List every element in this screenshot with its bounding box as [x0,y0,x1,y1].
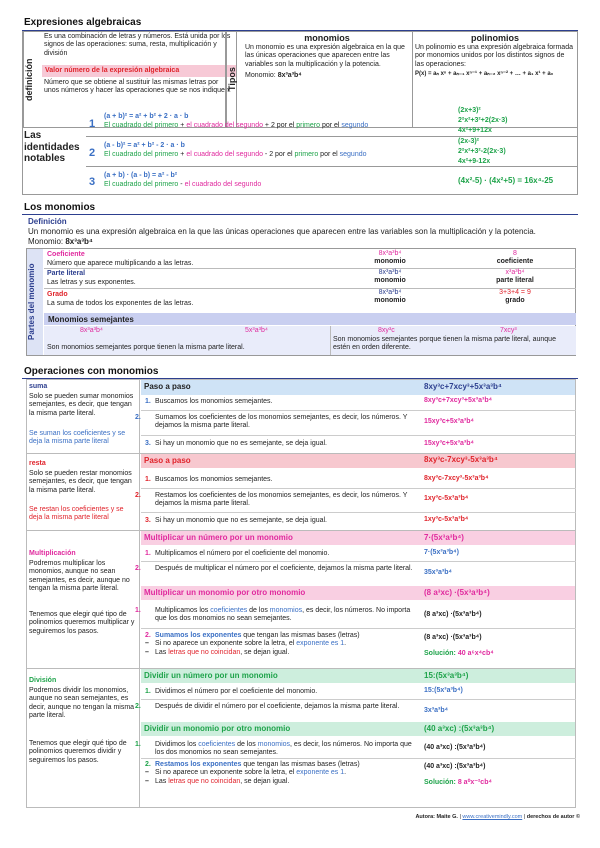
ex-caption: monomio [374,297,406,305]
mult-step1-1 [145,550,420,558]
suma-step-1 [145,398,420,406]
step-number: 3. [145,440,151,447]
identidad-1-ex3: 4x²+9+12x [458,127,492,134]
identidad-3-number: 3 [89,176,96,188]
polinomios-title: polinomios [471,33,519,43]
resta-step-3-result: 1xy³c-5x³a³b⁴ [424,516,469,523]
div-text2: Tenemos que elegir qué tipo de polinomios queremos dividir y seguiremos los pasos. [29,740,127,764]
mult-text: Podremos multiplicar los monomios, aunque no sean semejantes, es decir, aunque no tengan la misma parte literal. [29,560,130,593]
mult-bar1-label: Multiplicar un número por un monomio [144,533,293,542]
identidad-2-desc [104,151,454,159]
grado-name: Grado [47,291,68,298]
step-text: Multiplicamos los [155,607,211,614]
step-text: , se dejan igual. [240,648,290,656]
mult-step2-1 [135,607,420,624]
step-text: Restamos los coeficientes de los monomios semejantes, es decir, los números. Y dejamos la misma parte literal. [155,492,408,508]
sem-ex2: 5x³a³b⁴ [245,327,268,334]
div-step1-2 [135,703,420,711]
suma-bar-result: 8xy³c+7xcy³+5x³a³b⁴ [424,382,502,391]
suma-step-3 [145,440,420,448]
identidad-1-desc [104,122,454,130]
parte-literal-desc: Las letras y sus exponentes. [47,279,136,286]
valor-label: Valor número de la expresión algebraica [42,65,236,77]
desc-part: + [178,151,187,158]
resta-step-1-result: 8xy³c-7xcy³-5x³a³b⁴ [424,475,489,482]
monomios-example [245,72,302,80]
step-text: Dividimos los [155,741,199,748]
step-text: Buscamos los monomios semejantes. [155,398,273,405]
solution-value: 8 a⁰x⁻²cb⁴ [457,779,492,786]
div-bar1-result: 15:(5x³a³b⁴) [424,671,469,680]
div-step1-1 [145,688,420,696]
step-text: Las [155,648,169,656]
step-number: 2. [135,703,141,710]
mult-bar2-result: (8 a³xc) ·(5x³a³b⁴) [424,588,490,597]
step-text: , se dejan igual. [240,777,290,785]
page-title: Expresiones algebraicas [24,17,142,28]
step-text: , es decir, los números. No importa que los dos monomios no sean semejantes. [155,741,412,757]
ex-caption: parte literal [496,277,534,285]
step-number: 1. [145,550,151,557]
divider [141,628,576,629]
coeficiente-desc: Número que aparece multiplicando a las letras. [47,260,194,267]
resta-step-2 [135,492,420,509]
ex-value: 8 [513,250,517,257]
footer-sep: | [522,814,527,820]
mult-step1-2 [135,565,420,573]
div-step2-2: 2. Restamos los exponentes que tengan las mismas bases (letras) – Si no aparece un exponente sobre la letra, el exponente es 1. – Las letras que no coincidan, se dejan igual. [145,761,360,785]
identidad-1-number: 1 [89,118,96,130]
grado-ex2 [460,289,570,306]
step-number: 2. [145,632,151,639]
suma-step-2-result: 15xy³c+5x³a³b⁴ [424,418,474,425]
identidad-1-ex1: (2x+3)² [458,107,481,114]
mult-bar1 [141,531,575,545]
div-step2-1-result: (40 a³xc) :(5x³a³b⁴) [424,744,486,751]
identidad-3-desc [104,181,454,189]
div-label: División [29,677,57,684]
step-number: 2. [135,414,141,421]
footer [330,814,580,821]
step-text: letras que no coincidan [168,777,241,785]
step-number: 1. [135,741,141,748]
divider [141,410,576,411]
suma-step-3-result: 15xy³c+5x³a³b⁴ [424,440,474,447]
bullet: – [145,640,149,648]
desc-part: + 2 por el [262,122,297,129]
identidad-2-ex2: 2²x²+3²-2(2x·3) [458,148,506,155]
suma-label: suma [29,383,48,390]
solution-label: Solución: [424,779,456,786]
identidad-3-formula: (a + b) · (a - b) = a² - b² [104,172,178,179]
ex-value: 8x³a³b⁴ [378,250,402,257]
ex-value: 8x³a³b⁴ [378,289,402,296]
step-text: Buscamos los monomios semejantes. [155,476,273,483]
step-number: 2. [135,492,141,499]
sem-ex1: 8x³a³b⁴ [80,327,103,334]
solution-label: Solución: [424,650,456,657]
desc-part: segundo [341,122,369,129]
identidad-2-formula: (a - b)² = a² + b² - 2 · a · b [104,142,185,149]
step-number: 3. [145,517,151,524]
bullet: – [145,777,149,785]
resta-step-1 [145,476,420,484]
step-text: monomios [257,741,291,748]
ex-value: x³a³b⁴ [505,269,525,276]
resta-bar-label: Paso a paso [144,456,191,465]
resta-note: Se restan los coeficientes y se deja la misma parte literal [29,506,124,522]
monomio-definition-text: Un monomio es una expresión algebraica en la que las únicas operaciones que aparecen entre las variables son la multiplicación y la potencia. [28,227,536,236]
polinomios-text: Un polinomio es una expresión algebraica formada por monomios unidos por los distintos signos de las operaciones: [415,44,573,68]
coeficiente-name: Coeficiente [47,251,85,258]
identidades-label: Las identidades notables [24,130,80,164]
step-text: Después de multiplicar el número por el coeficiente, dejamos la misma parte literal. [155,565,413,572]
resta-step-2-result: 1xy³c-5x³a³b⁴ [424,495,469,502]
operaciones-title: Operaciones con monomios [24,366,159,377]
definicion-text: Es una combinación de letras y números. Está unida por los signos de las operaciones: suma, resta, multiplicación y división [44,33,231,57]
step-text: Sumamos los coeficientes de los monomios semejantes, es decir, los números. Y dejamos la misma parte literal. [155,414,408,430]
polinomios-formula: P(x) = aₙ xⁿ + aₙ₋₁ xⁿ⁻¹ + aₙ₋₂ xⁿ⁻² + … + a₁ x¹ + a₀ [415,71,554,77]
step-text: Multiplicamos el número por el coeficiente del monomio. [155,550,330,557]
parte-literal-name: Parte literal [47,270,86,277]
ex-caption: coeficiente [496,258,534,266]
divider [141,488,576,489]
step-text: que tengan las mismas bases (letras) [241,632,360,639]
step-number: 1. [145,688,151,695]
identidad-1-ex2: 2²x²+3²+2(2x·3) [458,117,508,124]
divider [22,214,578,215]
desc-part: El cuadrado del primero [104,122,179,129]
step-text: Si no aparece un exponente sobre la letra, el [155,769,297,777]
mult-step1-1-result: 7·(5x³a³b⁴) [424,549,459,556]
div-step1-2-result: 3x³a³b⁴ [424,707,449,714]
step-number: 2. [135,565,141,572]
solution-value: 40 a⁶x⁴cb⁴ [457,650,494,657]
resta-bar [141,454,575,468]
valor-text: Número que se obtiene al sustituir las mismas letras por unos números y hacer las operaciones que se nos indiquen. [44,79,231,95]
step-text: exponente es 1 [296,769,345,777]
footer-sep: | [457,814,463,820]
parte-literal-ex1 [330,269,450,286]
mult-bar1-result: 7·(5x³a³b⁴) [424,533,464,542]
suma-step-1-result: 8xy³c+7xcy³+5x³a³b⁴ [424,397,493,404]
bullet: – [145,769,149,777]
ex-caption: grado [505,297,525,305]
div-step2-2-result: (40 a³xc) :(5x³a³b⁴) [424,763,486,770]
monomios-example-value: 8x³a³b⁴ [277,72,302,79]
step-text: letras que no coincidan [168,648,241,656]
step-text: Restamos los exponentes [155,761,242,768]
div-solution [424,779,492,787]
desc-part: el cuadrado del segundo [186,122,263,129]
monomios-section-title: Los monomios [24,202,96,213]
div-text: Podremos dividir los monomios, aunque no sean semejantes, es decir, aunque no tengan la misma parte literal. [29,687,135,720]
sem-text1: Son monomios semejantes porque tienen la misma parte literal. [47,344,245,351]
identidad-3-ex1: (4x²-5) · (4x²+5) = 16x⁴-25 [458,176,554,185]
definicion-label: definición [23,32,41,127]
tipos-label: Tipos [226,32,242,127]
coeficiente-ex1 [330,250,450,267]
sem-text2: Son monomios semejantes porque tienen la misma parte literal, aunque estén en orden diferente. [333,336,556,352]
div-bar2-result: (40 a³xc) :(5x³a³b⁴) [424,724,495,733]
desc-part: el cuadrado del segundo [184,181,262,188]
step-text: Dividimos el número por el coeficiente del monomio. [155,688,318,695]
grado-desc: La suma de todos los exponentes de las letras. [47,300,194,307]
mult-bar2-label: Multiplicar un monomio por otro monomio [144,588,306,597]
step-text: Después de dividir el número por el coeficiente, dejamos la misma parte literal. [155,703,400,710]
desc-part: - 2 por el [262,151,295,158]
desc-part: + [178,122,187,129]
bullet: – [145,648,149,656]
div-bar2-label: Dividir un monomio por otro monomio [144,724,291,733]
divider [330,326,331,355]
desc-part: primero [296,122,320,129]
grado-ex1 [330,289,450,306]
divider [86,166,578,167]
desc-part: segundo [339,151,367,158]
step-text: Si hay un monomio que no es semejante, se deja igual. [155,517,327,524]
step-text: Las [155,777,169,785]
divider [141,699,576,700]
step-text: de los [247,607,270,614]
monomio-definition [28,227,573,246]
desc-part: el cuadrado del segundo [186,151,263,158]
divider [141,435,576,436]
div-step2-1 [135,741,420,758]
divider [141,512,576,513]
identidad-2-number: 2 [89,147,96,159]
suma-bar-label: Paso a paso [144,382,191,391]
identidad-1-formula: (a + b)² = a² + b² + 2 · a · b [104,113,189,120]
footer-link[interactable]: www.creativemindly.com [462,814,523,820]
mult-label: Multiplicación [29,550,76,557]
step-text: que tengan las mismas bases (letras) [241,761,360,768]
step-text: monomios [269,607,303,614]
resta-text: Solo se pueden restar monomios semejantes, es decir, que tengan la misma parte literal. [29,470,132,494]
suma-note: Se suman los coeficientes y se deja la misma parte literal [29,430,126,446]
desc-part: El cuadrado del primero [104,151,179,158]
step-number: 1. [145,398,151,405]
mult-step1-2-result: 35x³a³b⁴ [424,569,452,576]
resta-step-3 [145,517,420,525]
step-number: 2. [145,761,151,768]
identidad-2-ex1: (2x-3)² [458,138,480,145]
step-text: de los [235,741,258,748]
ex-value: 3+3+4 = 9 [499,289,531,296]
monomios-text: Un monomio es una expresión algebraica en la que las únicas operaciones que aparecen entre las variables son la multiplicación y la potencia. [245,44,405,68]
sem-ex3: 8xy³c [378,327,395,334]
monomios-title: monomios [304,33,350,43]
desc-part: por el [320,122,342,129]
mult-text2: Tenemos que elegir qué tipo de polinomios queremos multiplicar y seguiremos los pasos. [29,611,135,635]
suma-text: Solo se pueden sumar monomios semejantes, es decir, que tengan la misma parte literal. [29,393,134,417]
mult-step2-1-result: (8 a³xc) ·(5x³a³b⁴) [424,611,482,618]
step-text: Si no aparece un exponente sobre la letra, el [155,640,297,648]
mult-step2-2: 2. Sumamos los exponentes que tengan las mismas bases (letras) – Si no aparece un exponente sobre la letra, el exponente es 1. – Las letras que no coincidan, se dejan igual. [145,632,360,656]
partes-label: Partes del monomio [27,249,43,355]
step-text: Sumamos los exponentes [155,632,242,639]
suma-bar [141,380,575,395]
ex-caption: monomio [374,258,406,266]
step-text: , es decir, los números. No importa que los dos monomios no sean semejantes. [155,607,411,623]
monomio-example-value: 8x³a³b⁴ [65,236,93,246]
step-text: exponente es 1 [296,640,345,648]
sem-ex4: 7xcy³ [500,327,517,334]
definicion-heading: Definición [28,217,67,226]
step-number: 1. [135,607,141,614]
semejantes-label: Monomios semejantes [44,313,576,325]
resta-bar-result: 8xy³c-7xcy³-5x³a³b⁴ [424,455,498,464]
desc-part: por el [318,151,340,158]
monomios-example-label: Monomio: [245,72,276,79]
mult-solution [424,650,494,658]
monomio-example-label: Monomio: [28,236,64,246]
divider [141,758,576,759]
coeficiente-ex2 [460,250,570,267]
step-text: coeficientes [210,607,248,614]
desc-part: El cuadrado del primero [104,181,179,188]
footer-author: Autora: Maite G. [415,814,458,820]
div-bar1-label: Dividir un número por un monomio [144,671,278,680]
div-bar1 [141,669,575,683]
ex-caption: monomio [374,277,406,285]
suma-step-2 [135,414,420,431]
resta-label: resta [29,460,46,467]
divider [141,561,576,562]
div-step1-1-result: 15:(5x³a³b⁴) [424,687,463,694]
mult-step2-2-result: (8 a³xc) ·(5x³a³b⁴) [424,634,482,641]
step-text: Si hay un monomio que no es semejante, se deja igual. [155,440,327,447]
desc-part: - [178,181,185,188]
identidad-2-ex3: 4x²+9-12x [458,158,491,165]
parte-literal-ex2 [460,269,570,286]
div-bar2 [141,722,575,736]
desc-part: primero [294,151,319,158]
divider [86,136,578,137]
mult-bar2 [141,586,575,600]
step-number: 1. [145,476,151,483]
ex-value: 8x³a³b⁴ [378,269,402,276]
step-text: coeficientes [198,741,236,748]
footer-rights: derechos de autor © [526,814,580,820]
